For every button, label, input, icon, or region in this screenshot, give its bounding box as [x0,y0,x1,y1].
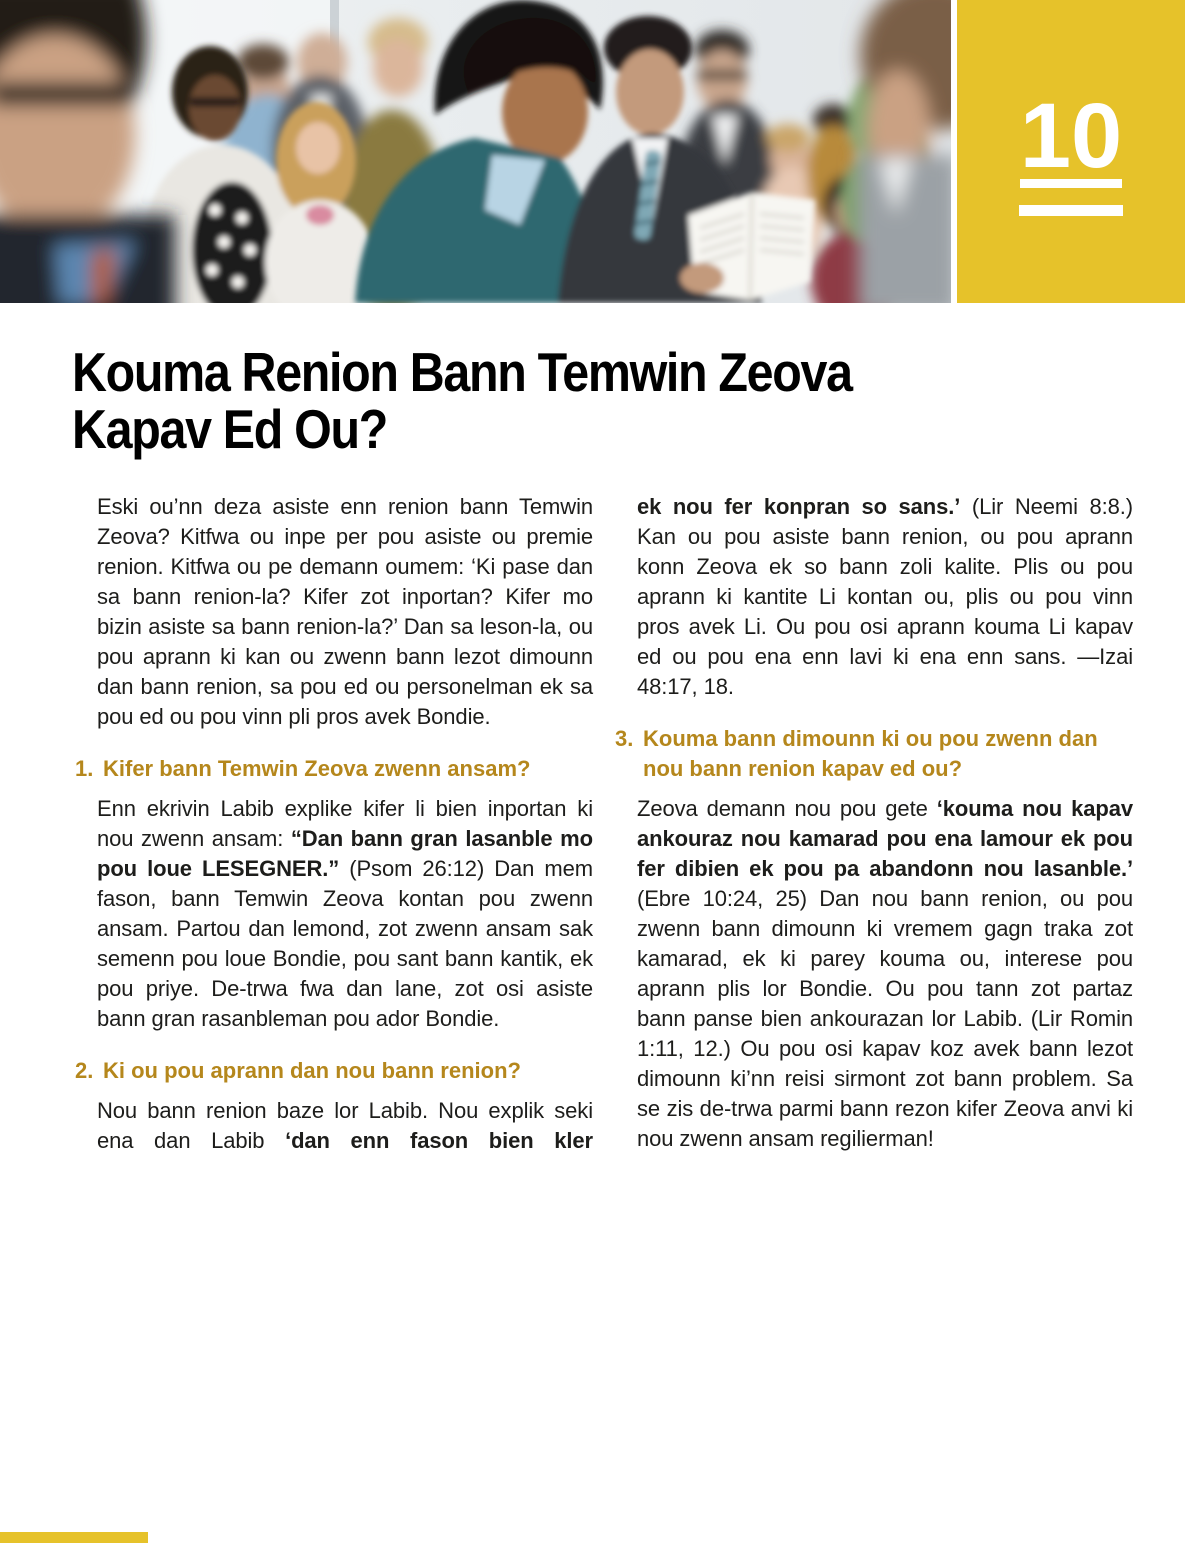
question-heading-3 [615,724,1133,784]
paragraph-1-scripture-quote: “Dan bann gran lasanble mo pou loue LESEGNER.” [97,826,593,881]
question-1-text: Kifer bann Temwin Zeova zwenn ansam? [103,756,531,781]
right-column [615,492,1133,1170]
paragraph-2-run2: (Lir Neemi 8:8.) Kan ou pou asiste bann renion, ou pou aprann konn Zeova ek so bann zoli kalite. Plis ou pou aprann ki kantite Li kontan ou, plis ou pou vinn pros avek Li. Ou pou osi aprann kouma Li kapav ed ou pou ena enn lavi ki ena enn sans. —Izai 48:17, 18. [637,494,1133,699]
question-3-number: 3. [615,726,634,751]
question-2-number: 2. [75,1058,94,1083]
text-columns [75,492,1133,1170]
left-column [75,492,593,1170]
paragraph-3-run2: (Ebre 10:24, 25) Dan nou bann renion, ou pou zwenn bann dimounn ki vremem gagn traka zot kamarad, ek ki parey kouma ou, interese pou aprann plis lor Bondie. Ou pou tann zot partaz bann panse bien ankourazan lor Labib. (Lir Romin 1:11, 12.) Ou pou osi kapav koz avek bann lezot dimounn ki’nn reisi sirmont zot bann problem. Sa se zis de-trwa parmi bann rezon kifer Zeova anvi ki nou zwenn ansam regilierman! [637,886,1133,1151]
paragraph-1-run2: (Psom 26:12) Dan mem fason, bann Temwin Zeova kontan pou zwenn ansam. Partou dan lemond, zot zwenn ansam sak semenn pou loue Bondie, pou sant bann kantik, ek pou priye. De-trwa fwa dan lane, zot osi asiste bann gran rasanbleman pou ador Bondie. [97,856,593,1031]
paragraph-intro-text: Eski ou’nn deza asiste enn renion bann Temwin Zeova? Kitfwa ou inpe per pou asiste ou premie renion. Kitfwa ou pe demann oumem: ‘Ki pase dan sa bann renion-la? Kifer zot inportan? Kifer mo bizin asiste sa bann renion-la?’ Dan sa leson-la, ou pou aprann ki kan ou zwenn bann lezot dimounn dan bann renion, sa pou ed ou personelman ek sa pou ed ou pou vinn pli pros avek Bondie. [97,494,593,729]
question-2-text: Ki ou pou aprann dan nou bann renion? [103,1058,521,1083]
paragraph-3-scripture-quote: ‘kouma nou kapav ankouraz nou kamarad pou ena lamour ek pou fer dibien ek pou pa abandonn nou lasanble.’ [637,796,1134,881]
meeting-photo-illustration [0,0,951,303]
paragraph-2-scripture-quote-end: ek nou fer konpran so sans.’ [637,494,961,519]
lesson-color-tab [0,1532,148,1543]
meeting-photo [0,0,951,303]
question-heading-1 [75,754,593,784]
paragraph-3 [615,794,1133,1154]
page-title-line1: Kouma Renion Bann Temwin Zeova [72,341,852,403]
paragraph-2-start [75,1096,593,1156]
question-1-number: 1. [75,756,94,781]
page-title-line2: Kapav Ed Ou? [72,398,387,460]
question-heading-2 [75,1056,593,1086]
lesson-number: 10 [1019,85,1123,188]
paragraph-intro [75,492,593,732]
page-title [72,341,958,460]
paragraph-2-run1: Nou bann renion baze lor Labib. Nou explik seki ena dan Labib [97,1098,593,1153]
paragraph-1 [75,794,593,1034]
paragraph-1-run1: Enn ekrivin Labib explike kifer li bien inportan ki nou zwenn ansam: [97,796,593,851]
paragraph-3-run1: Zeova demann nou pou gete [637,796,937,821]
paragraph-2-continued [615,492,1133,702]
lesson-number-underline-bar [1019,205,1123,216]
lesson-number-box [957,0,1185,303]
question-3-text: Kouma bann dimounn ki ou pou zwenn dan nou bann renion kapav ed ou? [643,726,1098,781]
paragraph-2-scripture-quote-start: ‘dan enn fason bien kler [285,1128,593,1153]
